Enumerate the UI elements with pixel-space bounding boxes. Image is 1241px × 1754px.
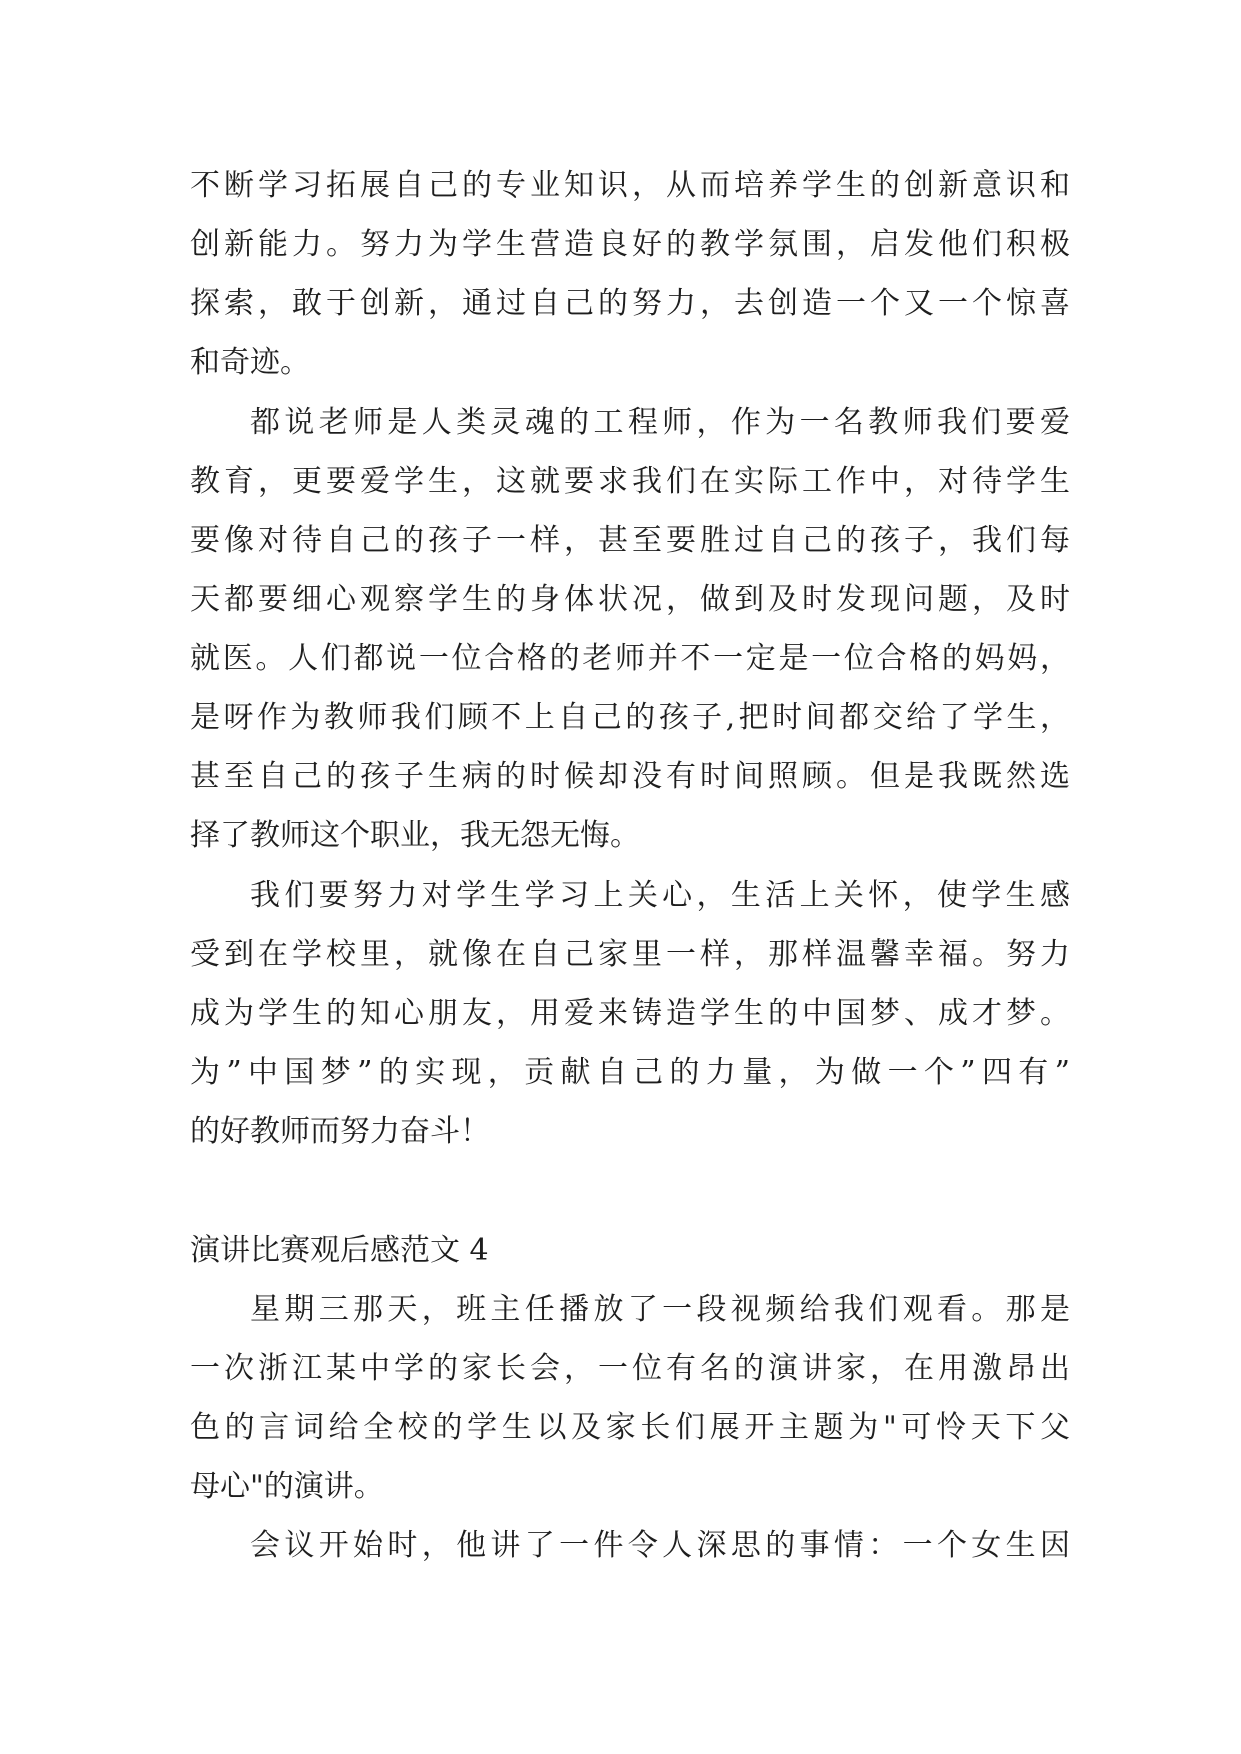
- paragraph-line: 不断学习拓展自己的专业知识，从而培养学生的创新意识和: [190, 168, 1070, 203]
- paragraph-line: 一次浙江某中学的家长会，一位有名的演讲家，在用激昂出: [190, 1351, 1070, 1386]
- paragraph-line: 的好教师而努力奋斗！: [190, 1114, 490, 1149]
- paragraph-4: [190, 1280, 1070, 1516]
- paragraph-line: 探索，敢于创新，通过自己的努力，去创造一个又一个惊喜: [190, 286, 1070, 321]
- paragraph-line: 天都要细心观察学生的身体状况，做到及时发现问题，及时: [190, 582, 1070, 617]
- section-heading: [190, 1221, 1070, 1280]
- paragraph-line: 会议开始时，他讲了一件令人深思的事情：一个女生因: [250, 1528, 1070, 1563]
- paragraph-line: 我们要努力对学生学习上关心，生活上关怀，使学生感: [250, 878, 1070, 913]
- paragraph-3: [190, 866, 1070, 1161]
- paragraph-line: 教育，更要爱学生，这就要求我们在实际工作中，对待学生: [190, 464, 1070, 499]
- paragraph-line: 都说老师是人类灵魂的工程师，作为一名教师我们要爱: [250, 405, 1070, 440]
- paragraph-line: 受到在学校里，就像在自己家里一样，那样温馨幸福。努力: [190, 937, 1070, 972]
- paragraph-line: 母心"的演讲。: [190, 1469, 384, 1504]
- section-heading-text: 演讲比赛观后感范文 4: [190, 1233, 489, 1268]
- paragraph-line: 甚至自己的孩子生病的时候却没有时间照顾。但是我既然选: [190, 759, 1070, 794]
- paragraph-line: 创新能力。努力为学生营造良好的教学氛围，启发他们积极: [190, 227, 1070, 262]
- paragraph-line: 星期三那天，班主任播放了一段视频给我们观看。那是: [250, 1292, 1070, 1327]
- paragraph-line: 色的言词给全校的学生以及家长们展开主题为"可怜天下父: [190, 1410, 1070, 1445]
- paragraph-line: 要像对待自己的孩子一样，甚至要胜过自己的孩子，我们每: [190, 523, 1070, 558]
- paragraph-1: [190, 156, 1070, 392]
- paragraph-line: 就医。人们都说一位合格的老师并不一定是一位合格的妈妈，: [190, 641, 1070, 676]
- paragraph-line: 是呀作为教师我们顾不上自己的孩子,把时间都交给了学生，: [190, 700, 1070, 735]
- paragraph-line: 和奇迹。: [190, 345, 310, 380]
- paragraph-line: 择了教师这个职业，我无怨无悔。: [190, 818, 640, 853]
- paragraph-2: [190, 393, 1070, 865]
- paragraph-line: 为”中国梦”的实现，贡献自己的力量，为做一个”四有”: [190, 1055, 1070, 1090]
- paragraph-line: 成为学生的知心朋友，用爱来铸造学生的中国梦、成才梦。: [190, 996, 1070, 1031]
- paragraph-5: [190, 1516, 1070, 1575]
